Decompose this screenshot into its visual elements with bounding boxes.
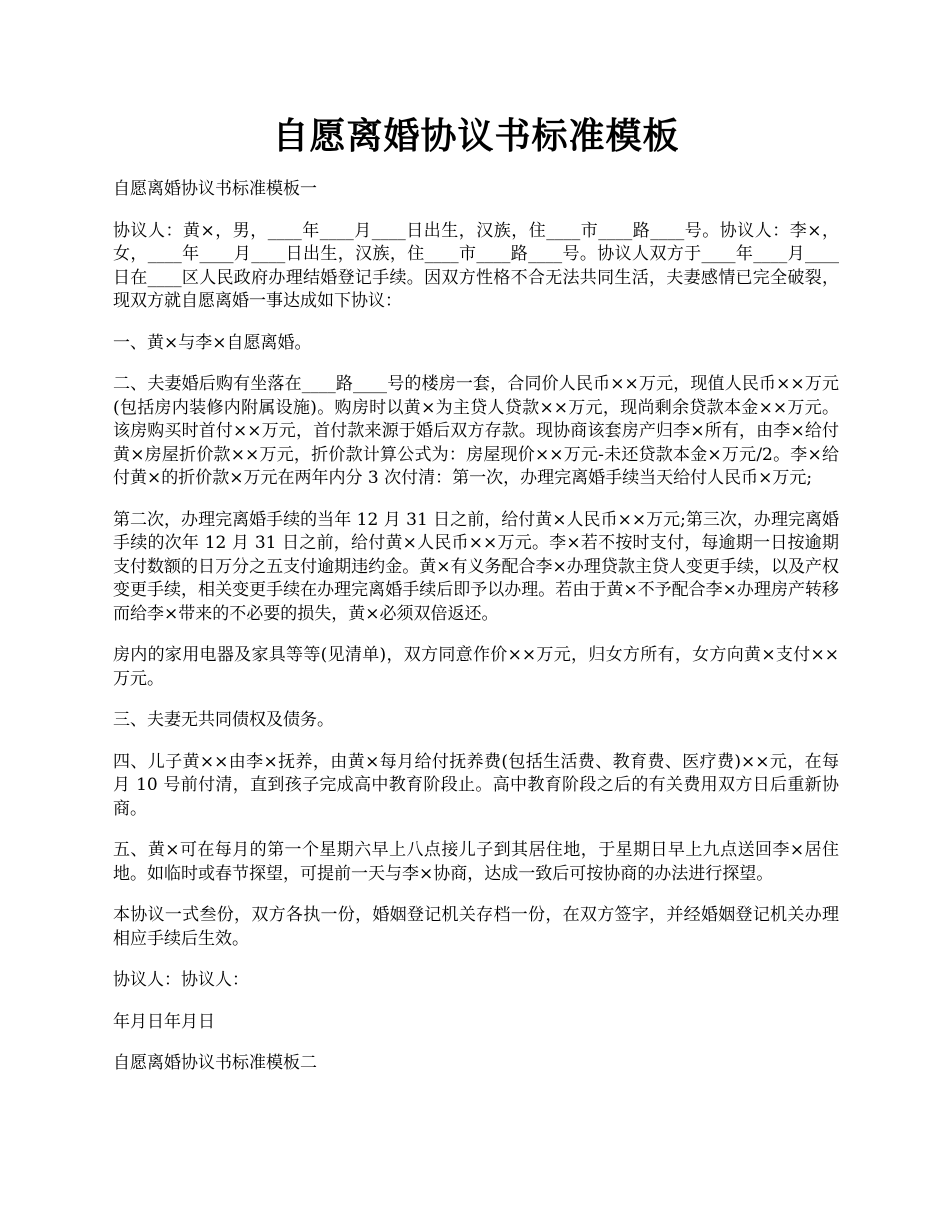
paragraph-parties: 协议人：黄×，男，____年____月____日出生，汉族，住____市____路____号。协议人：李×，女，____年____月____日出生，汉族，住____市____路____号。协议人双方于____年____月____日在____区人民政府办理结婚登记手续。因双方性格不合无法共同生活，夫妻感情已完全破裂，现双方就自愿离婚一事达成如下协议：: [113, 220, 839, 311]
document-title: 自愿离婚协议书标准模板: [272, 115, 680, 157]
document-page: [113, 0, 839, 1076]
paragraph-payment-terms: 第二次，办理完离婚手续的当年 12 月 31 日之前，给付黄×人民币××万元;第三次，办理完离婚手续的次年 12 月 31 日之前，给付黄×人民币××万元。李×若不按时支付，每逾期一日按逾期支付数额的日万分之五支付逾期违约金。黄×有义务配合李×办理贷款主贷人变更手续，以及产权变更手续，相关变更手续在办理完离婚手续后即予以办理。若由于黄×不予配合李×办理房产转移而给李×带来的不必要的损失，黄×必须双倍返还。: [113, 509, 839, 624]
section-heading-template-one: 自愿离婚协议书标准模板一: [113, 179, 317, 199]
paragraph-copies: 本协议一式叁份，双方各执一份，婚姻登记机关存档一份，在双方签字，并经婚姻登记机关办理相应手续后生效。: [113, 905, 839, 949]
paragraph-article-four: 四、儿子黄××由李×抚养，由黄×每月给付抚养费(包括生活费、教育费、医疗费)××元，在每月 10 号前付清，直到孩子完成高中教育阶段止。高中教育阶段之后的有关费用双方日后重新协商。: [113, 751, 839, 819]
date-line: 年月日年月日: [113, 1011, 215, 1032]
paragraph-article-three: 三、夫妻无共同债权及债务。: [113, 710, 334, 730]
signature-line: 协议人：协议人：: [113, 970, 249, 990]
paragraph-article-five: 五、黄×可在每月的第一个星期六早上八点接儿子到其居住地，于星期日早上九点送回李×居住地。如临时或春节探望，可提前一天与李×协商，达成一致后可按协商的办法进行探望。: [113, 840, 839, 884]
paragraph-furniture: 房内的家用电器及家具等等(见清单)，双方同意作价××万元，归女方所有，女方向黄×支付××万元。: [113, 645, 839, 689]
paragraph-article-one: 一、黄×与李×自愿离婚。: [113, 332, 312, 353]
section-heading-template-two: 自愿离婚协议书标准模板二: [113, 1053, 317, 1073]
paragraph-article-two: 二、夫妻婚后购有坐落在____路____号的楼房一套，合同价人民币××万元，现值人民币××万元(包括房内装修内附属设施)。购房时以黄×为主贷人贷款××万元，现尚剩余贷款本金××万元。该房购买时首付××万元，首付款来源于婚后双方存款。现协商该套房产归李×所有，由李×给付黄×房屋折价款××万元，折价款计算公式为：房屋现价××万元-未还贷款本金×万元/2。李×给付黄×的折价款×万元在两年内分 3 次付清：第一次，办理完离婚手续当天给付人民币×万元;: [113, 374, 839, 488]
